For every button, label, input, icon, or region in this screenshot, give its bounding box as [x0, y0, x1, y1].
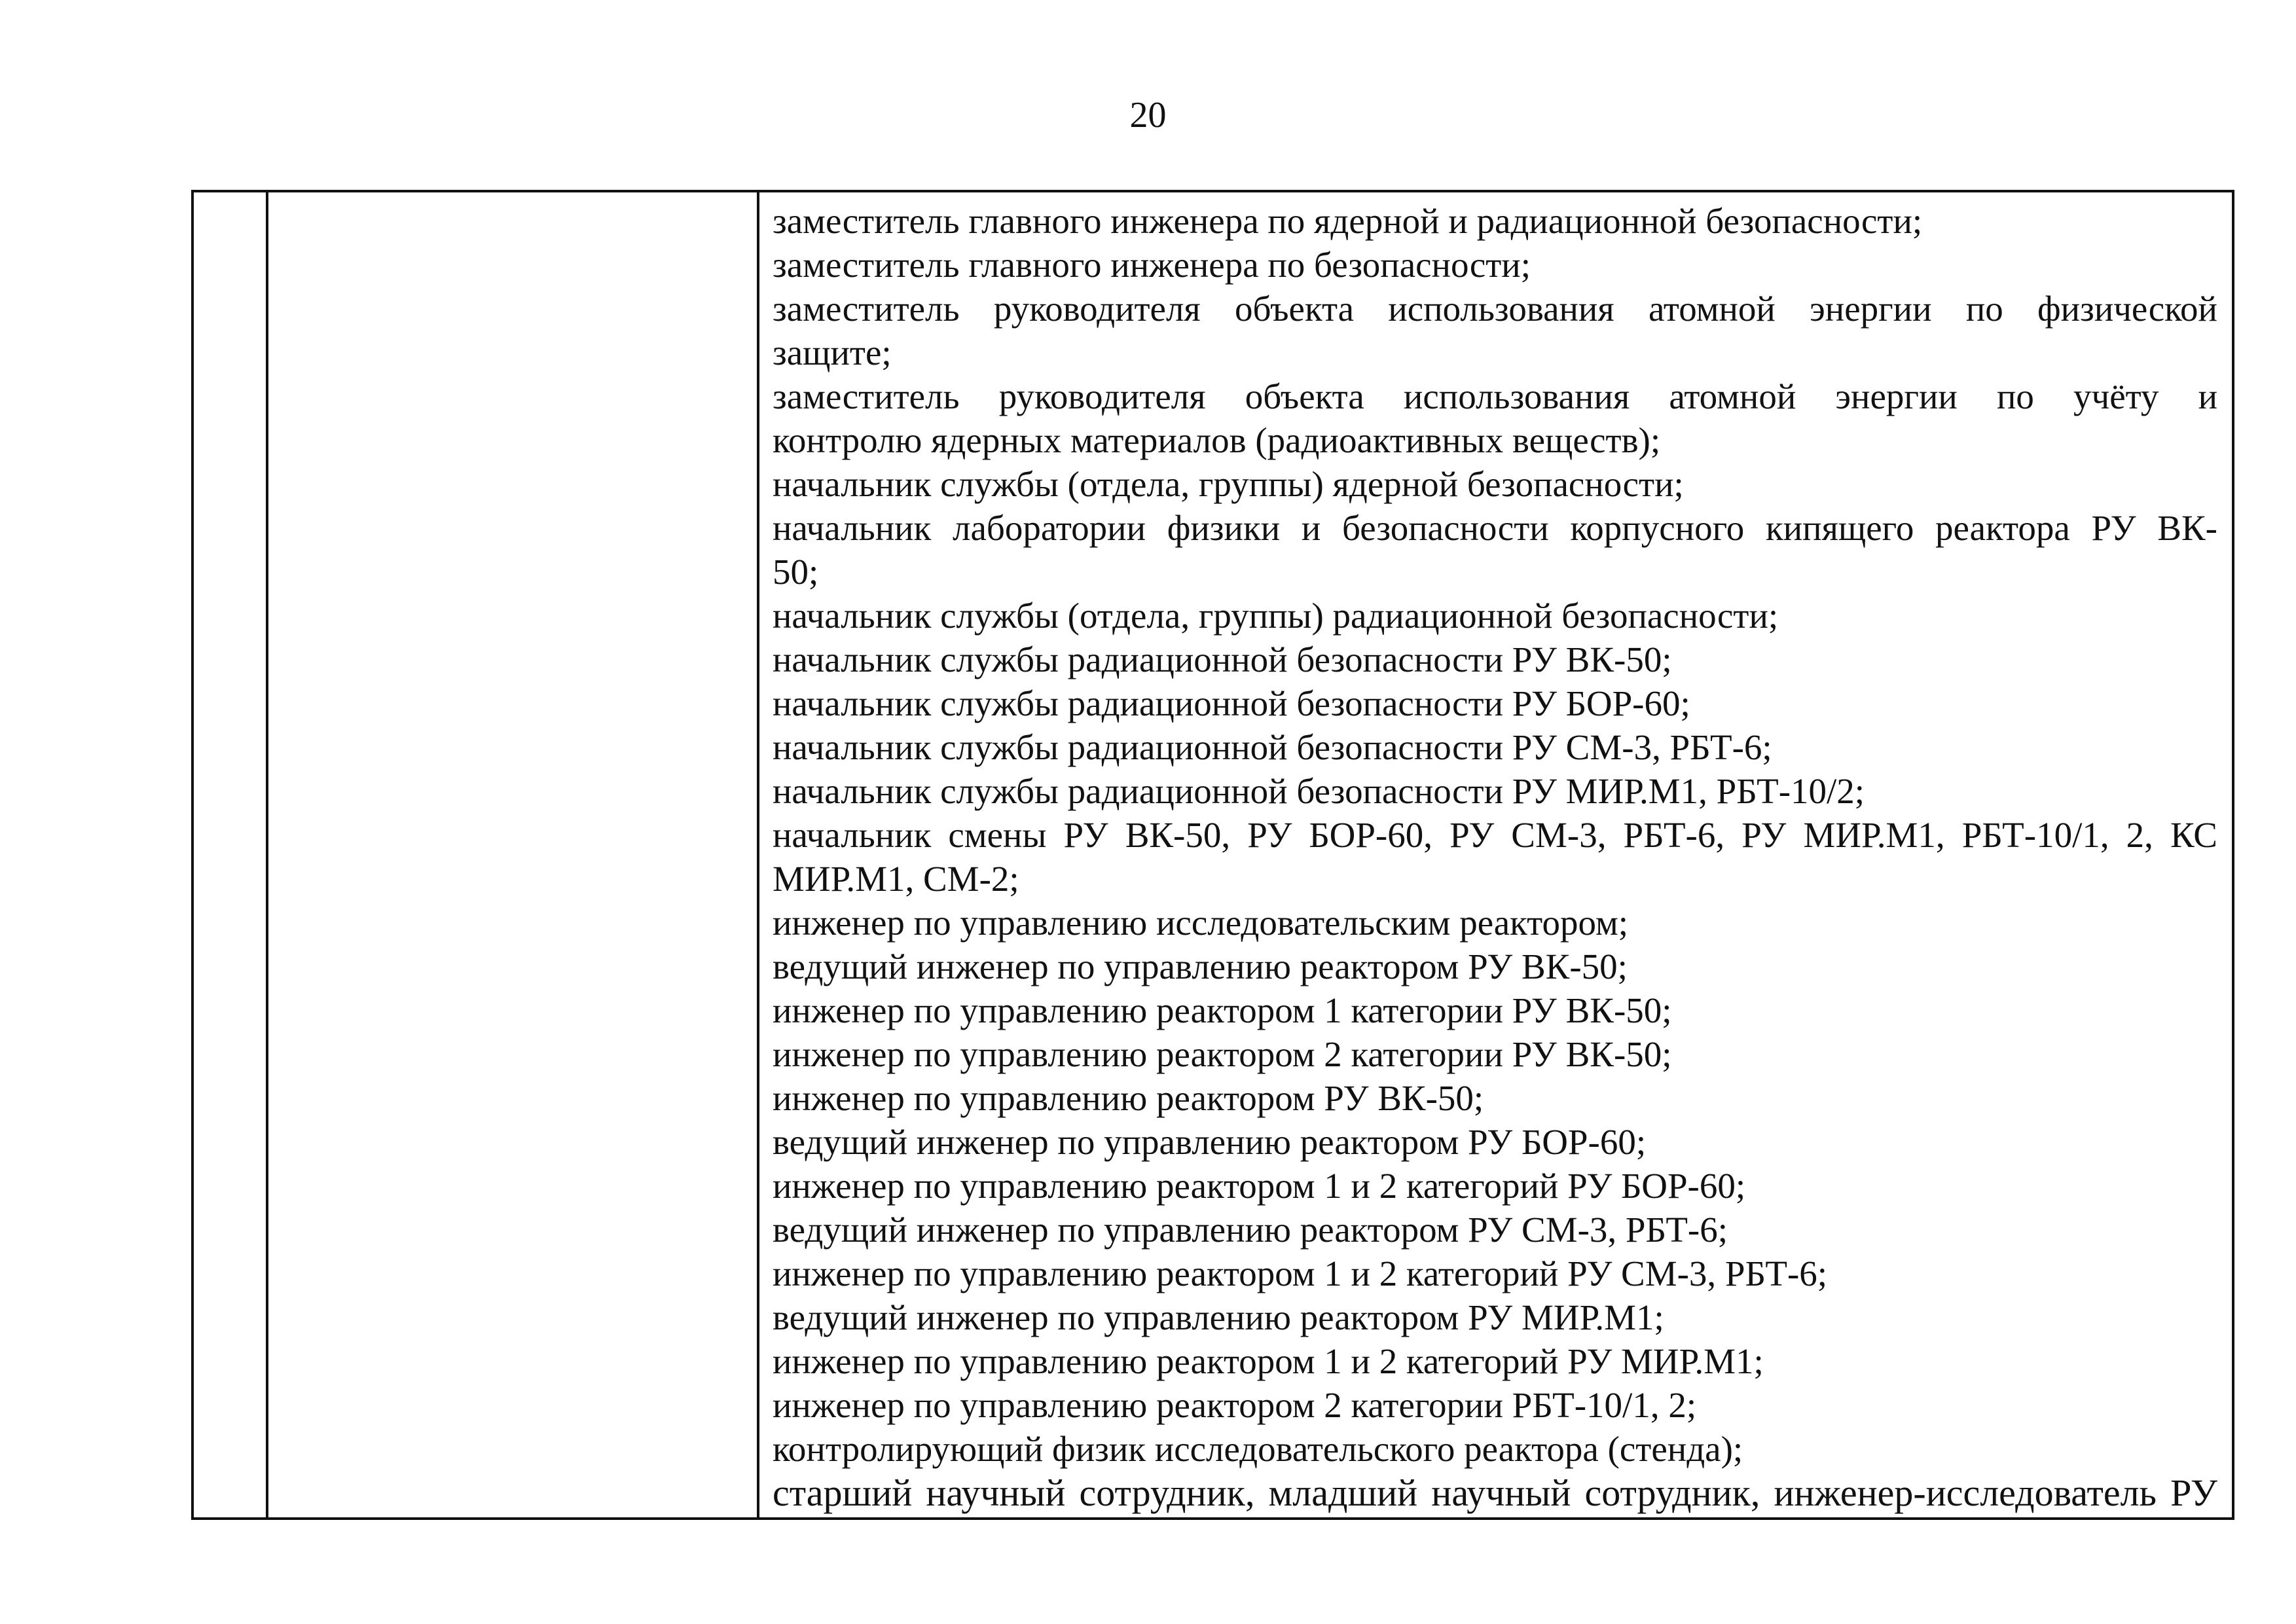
position-line: инженер по управлению исследовательским реактором; — [773, 903, 1629, 943]
position-line: заместитель руководителя объекта использования атомной энергии по учёту и — [773, 376, 2217, 416]
position-line: инженер по управлению реактором 1 категории РУ ВК-50; — [773, 990, 1672, 1030]
page-number: 20 — [1129, 95, 1167, 135]
position-line: начальник службы радиационной безопасности РУ БОР-60; — [773, 683, 1690, 723]
position-line: ведущий инженер по управлению реактором РУ БОР-60; — [773, 1122, 1647, 1162]
position-line: 50; — [773, 552, 819, 592]
position-line: инженер по управлению реактором 1 и 2 категорий РУ СМ-3, РБТ-6; — [773, 1254, 1828, 1293]
position-line: заместитель главного инженера по ядерной и радиационной безопасности; — [773, 201, 1923, 241]
position-line: ведущий инженер по управлению реактором РУ ВК-50; — [773, 947, 1628, 986]
position-line: начальник лаборатории физики и безопасности корпусного кипящего реактора РУ ВК- — [773, 508, 2217, 548]
position-line: заместитель руководителя объекта использования атомной энергии по физической — [773, 289, 2217, 329]
position-line: контролю ядерных материалов (радиоактивных веществ); — [773, 420, 1661, 460]
position-line: начальник службы радиационной безопасности РУ СМ-3, РБТ-6; — [773, 727, 1772, 767]
position-line: МИР.М1, СМ-2; — [773, 859, 1019, 899]
position-line: заместитель главного инженера по безопасности; — [773, 245, 1531, 285]
position-line: инженер по управлению реактором РУ ВК-50; — [773, 1078, 1484, 1118]
column-divider-2 — [757, 192, 759, 1517]
position-line: начальник службы (отдела, группы) ядерной безопасности; — [773, 464, 1684, 504]
positions-cell — [773, 199, 2217, 1515]
position-line: начальник службы (отдела, группы) радиационной безопасности; — [773, 596, 1779, 636]
position-line: ведущий инженер по управлению реактором РУ МИР.М1; — [773, 1297, 1664, 1337]
position-line: инженер по управлению реактором 2 категории РУ ВК-50; — [773, 1034, 1672, 1074]
position-line: начальник службы радиационной безопасности РУ ВК-50; — [773, 640, 1672, 679]
position-line: начальник службы радиационной безопасности РУ МИР.М1, РБТ-10/2; — [773, 771, 1865, 811]
positions-table — [191, 190, 2234, 1520]
position-line: инженер по управлению реактором 1 и 2 категорий РУ МИР.М1; — [773, 1341, 1764, 1381]
position-line: инженер по управлению реактором 1 и 2 категорий РУ БОР-60; — [773, 1166, 1746, 1206]
position-line: ведущий инженер по управлению реактором РУ СМ-3, РБТ-6; — [773, 1210, 1728, 1250]
position-line: контролирующий физик исследовательского реактора (стенда); — [773, 1429, 1743, 1469]
position-line: инженер по управлению реактором 2 категории РБТ-10/1, 2; — [773, 1385, 1697, 1425]
column-divider-1 — [266, 192, 268, 1517]
position-line: старший научный сотрудник, младший научный сотрудник, инженер-исследователь РУ — [773, 1471, 2217, 1514]
position-line: начальник смены РУ ВК-50, РУ БОР-60, РУ СМ-3, РБТ-6, РУ МИР.М1, РБТ-10/1, 2, КС — [773, 815, 2217, 855]
position-line: защите; — [773, 333, 892, 372]
